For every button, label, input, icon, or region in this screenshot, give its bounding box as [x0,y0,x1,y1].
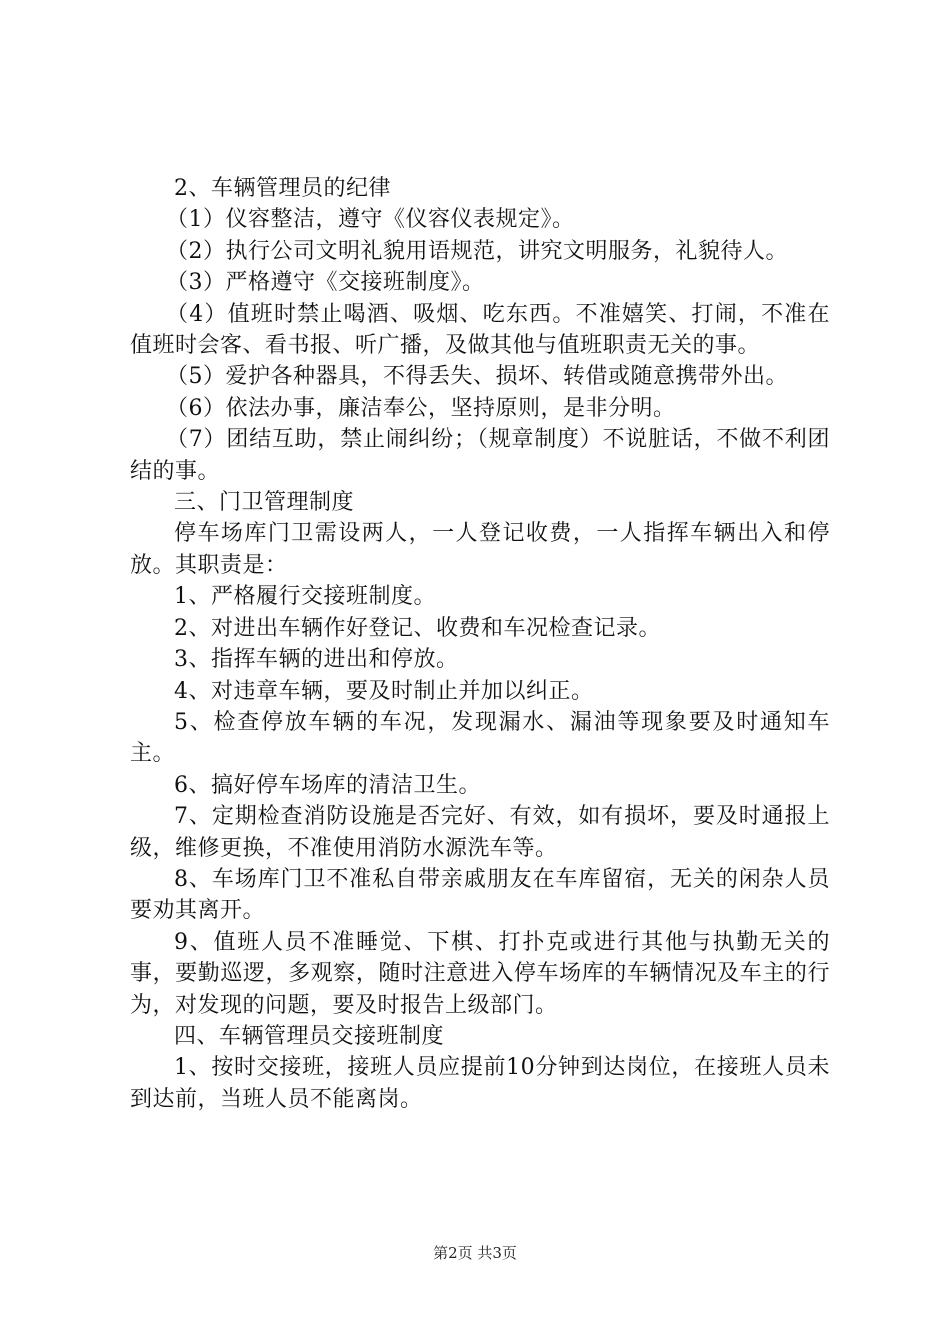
paragraph-duty-9: 9、值班人员不准睡觉、下棋、打扑克或进行其他与执勤无关的事，要勤巡逻，多观察，随时注意进入停车场库的车辆情况及车主的行为，对发现的问题，要及时报告上级部门。 [130,929,830,1018]
paragraph-item-3: （3）严格遵守《交接班制度》。 [166,270,485,296]
paragraph-handover-1: 1、按时交接班，接班人员应提前10分钟到达岗位，在接班人员未到达前，当班人员不能离岗。 [130,1055,830,1112]
paragraph-item-4: （4）值班时禁止喝酒、吸烟、吃东西。不准嬉笑、打闹，不准在值班时会客、看书报、听广播，及做其他与值班职责无关的事。 [130,301,830,359]
paragraph-duty-2: 2、对进出车辆作好登记、收费和车况检查记录。 [174,615,661,641]
paragraph-duty-6: 6、搞好停车场库的清洁卫生。 [174,772,481,798]
page-number-footer: 第2页 共3页 [433,1244,517,1262]
paragraph-gatekeeper-intro: 停车场库门卫需设两人，一人登记收费，一人指挥车辆出入和停放。其职责是： [130,521,830,578]
section-heading-handover: 四、车辆管理员交接班制度 [174,1023,445,1049]
paragraph-duty-5: 5、检查停放车辆的车况，发现漏水、漏油等现象要及时通知车主。 [130,709,830,767]
paragraph-duty-1: 1、严格履行交接班制度。 [174,584,436,610]
paragraph-duty-4: 4、对违章车辆，要及时制止并加以纠正。 [174,678,594,704]
paragraph-duty-3: 3、指挥车辆的进出和停放。 [174,647,459,673]
paragraph-item-7: （7）团结互助，禁止闹纠纷；（规章制度）不说脏话，不做不利团结的事。 [130,427,830,484]
document-body [130,173,830,1115]
section-heading-gatekeeper: 三、门卫管理制度 [174,490,355,516]
paragraph-heading-discipline: 2、车辆管理员的纪律 [174,176,391,201]
paragraph-duty-7: 7、定期检查消防设施是否完好、有效，如有损坏，要及时通报上级，维修更换，不准使用消防水源洗车等。 [130,804,830,861]
paragraph-duty-8: 8、车场库门卫不准私自带亲戚朋友在车库留宿，无关的闲杂人员要劝其离开。 [130,866,830,924]
paragraph-item-6: （6）依法办事，廉洁奉公，坚持原则，是非分明。 [166,395,676,421]
paragraph-item-2: （2）执行公司文明礼貌用语规范，讲究文明服务，礼貌待人。 [166,238,788,264]
paragraph-item-5: （5）爱护各种器具，不得丢失、损坏、转借或随意携带外出。 [166,364,788,390]
paragraph-item-1: （1）仪容整洁，遵守《仪容仪表规定》。 [166,207,575,233]
